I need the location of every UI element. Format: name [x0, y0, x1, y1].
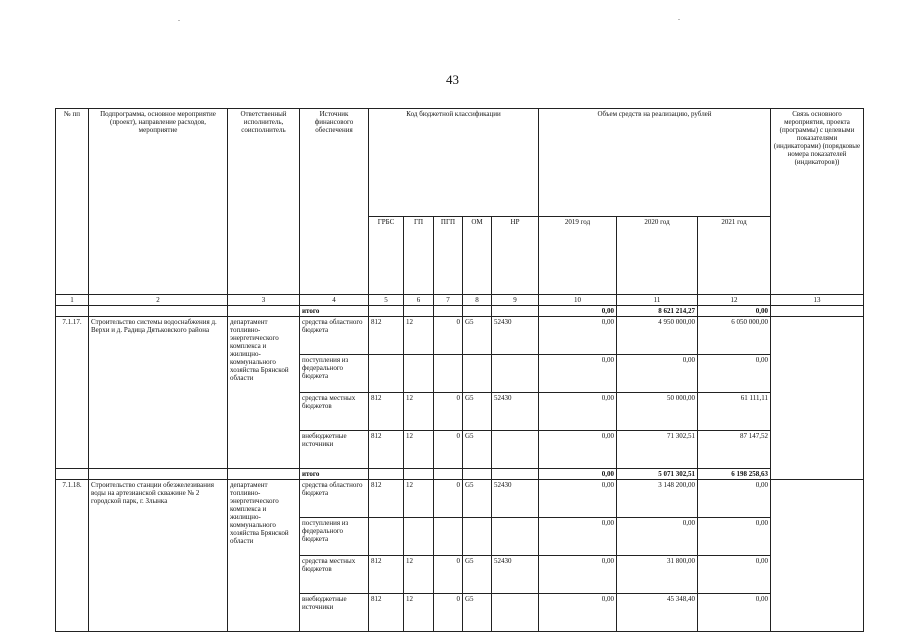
- grbs-cell: 812: [369, 594, 404, 632]
- om-cell: G5: [463, 594, 492, 632]
- value-2021: 0,00: [698, 518, 771, 556]
- value-2020: 50 000,00: [617, 393, 698, 431]
- pgp-cell: 0: [434, 556, 463, 594]
- value-2019: 0,00: [539, 594, 617, 632]
- value-2020: 3 148 200,00: [617, 480, 698, 518]
- value-2021: 6 050 000,00: [698, 317, 771, 355]
- column-number: 4: [300, 295, 369, 306]
- header-executor: Ответственный исполнитель, соисполнитель: [228, 109, 300, 295]
- value-2019: 0,00: [539, 480, 617, 518]
- value-2019: 0,00: [539, 431, 617, 469]
- header-2019: 2019 год: [539, 217, 617, 295]
- total-2019: 0,00: [539, 469, 617, 480]
- column-number: 10: [539, 295, 617, 306]
- grbs-cell: [369, 355, 404, 393]
- column-number: 2: [89, 295, 228, 306]
- column-number: 7: [434, 295, 463, 306]
- source-cell: средства местных бюджетов: [300, 556, 369, 594]
- value-2020: 45 348,40: [617, 594, 698, 632]
- om-cell: G5: [463, 480, 492, 518]
- column-number: 3: [228, 295, 300, 306]
- value-2021: 61 111,11: [698, 393, 771, 431]
- source-cell: средства местных бюджетов: [300, 393, 369, 431]
- scan-speck: [678, 19, 680, 20]
- header-2021: 2021 год: [698, 217, 771, 295]
- grbs-cell: 812: [369, 556, 404, 594]
- pgp-cell: 0: [434, 393, 463, 431]
- header-grbs: ГРБС: [369, 217, 404, 295]
- total-label: итого: [300, 469, 369, 480]
- pgp-cell: 0: [434, 431, 463, 469]
- gp-cell: 12: [404, 393, 434, 431]
- om-cell: G5: [463, 393, 492, 431]
- item-number: 7.1.17.: [56, 317, 89, 469]
- column-number: 12: [698, 295, 771, 306]
- item-executor: департамент топливно-энергетического комплекса и жилищно-коммунального хозяйства Брянской области: [228, 480, 300, 632]
- header-om: ОМ: [463, 217, 492, 295]
- pgp-cell: 0: [434, 317, 463, 355]
- scan-speck: [178, 20, 180, 21]
- nr-cell: [492, 518, 539, 556]
- gp-cell: 12: [404, 556, 434, 594]
- total-2021: 6 198 258,63: [698, 469, 771, 480]
- page-number: 43: [446, 72, 459, 87]
- om-cell: [463, 518, 492, 556]
- column-number: 9: [492, 295, 539, 306]
- header-budget-code: Код бюджетной классификации: [369, 109, 539, 217]
- source-cell: поступления из федерального бюджета: [300, 518, 369, 556]
- pgp-cell: 0: [434, 480, 463, 518]
- value-2021: 87 147,52: [698, 431, 771, 469]
- value-2020: 0,00: [617, 518, 698, 556]
- column-numbers-row: [56, 295, 864, 306]
- value-2021: 0,00: [698, 480, 771, 518]
- column-number: 1: [56, 295, 89, 306]
- gp-cell: [404, 518, 434, 556]
- gp-cell: 12: [404, 594, 434, 632]
- header-2020: 2020 год: [617, 217, 698, 295]
- grbs-cell: [369, 518, 404, 556]
- value-2019: 0,00: [539, 393, 617, 431]
- header-volume: Объем средств на реализацию, рублей: [539, 109, 771, 217]
- om-cell: G5: [463, 431, 492, 469]
- value-2019: 0,00: [539, 317, 617, 355]
- source-cell: средства областного бюджета: [300, 317, 369, 355]
- grbs-cell: 812: [369, 480, 404, 518]
- item-name: Строительство станции обезжелезивания воды на артезианской скважине № 2 городской парк, г. Злынка: [89, 480, 228, 632]
- column-number: 13: [771, 295, 864, 306]
- table-row: [56, 317, 864, 355]
- header-pgp: ПГП: [434, 217, 463, 295]
- item-number: 7.1.18.: [56, 480, 89, 632]
- source-cell: средства областного бюджета: [300, 480, 369, 518]
- total-row: [56, 469, 864, 480]
- total-label: итого: [300, 306, 369, 317]
- om-cell: [463, 355, 492, 393]
- column-number: 5: [369, 295, 404, 306]
- grbs-cell: 812: [369, 431, 404, 469]
- nr-cell: 52430: [492, 480, 539, 518]
- total-2020: 5 071 302,51: [617, 469, 698, 480]
- header-source: Источник финансового обеспечения: [300, 109, 369, 295]
- value-2021: 0,00: [698, 594, 771, 632]
- header-row: [56, 109, 864, 217]
- total-2020: 8 621 214,27: [617, 306, 698, 317]
- value-2020: 31 800,00: [617, 556, 698, 594]
- column-number: 6: [404, 295, 434, 306]
- column-number: 8: [463, 295, 492, 306]
- total-row: [56, 306, 864, 317]
- nr-cell: 52430: [492, 393, 539, 431]
- value-2020: 0,00: [617, 355, 698, 393]
- column-number: 11: [617, 295, 698, 306]
- source-cell: внебюджетные источники: [300, 431, 369, 469]
- header-gp: ГП: [404, 217, 434, 295]
- value-2019: 0,00: [539, 518, 617, 556]
- header-nr: НР: [492, 217, 539, 295]
- value-2021: 0,00: [698, 355, 771, 393]
- table-row: [56, 480, 864, 518]
- value-2020: 71 302,51: [617, 431, 698, 469]
- gp-cell: 12: [404, 317, 434, 355]
- nr-cell: [492, 594, 539, 632]
- link-cell: [771, 317, 864, 480]
- link-cell: [771, 480, 864, 632]
- total-2019: 0,00: [539, 306, 617, 317]
- nr-cell: [492, 355, 539, 393]
- program-table: [55, 108, 864, 632]
- value-2019: 0,00: [539, 556, 617, 594]
- item-name: Строительство системы водоснабжения д. Верхи и д. Радица Дятьковского района: [89, 317, 228, 469]
- gp-cell: 12: [404, 431, 434, 469]
- gp-cell: [404, 355, 434, 393]
- source-cell: поступления из федерального бюджета: [300, 355, 369, 393]
- total-2021: 0,00: [698, 306, 771, 317]
- om-cell: G5: [463, 556, 492, 594]
- om-cell: G5: [463, 317, 492, 355]
- gp-cell: 12: [404, 480, 434, 518]
- nr-cell: [492, 431, 539, 469]
- nr-cell: 52430: [492, 556, 539, 594]
- pgp-cell: [434, 355, 463, 393]
- header-num: № пп: [56, 109, 89, 295]
- nr-cell: 52430: [492, 317, 539, 355]
- item-executor: департамент топливно-энергетического комплекса и жилищно-коммунального хозяйства Брянской области: [228, 317, 300, 469]
- header-link: Связь основного мероприятия, проекта (программы) с целевыми показателями (индикаторами) (порядковые номера показателей (индикаторов)): [771, 109, 864, 295]
- grbs-cell: 812: [369, 317, 404, 355]
- value-2021: 0,00: [698, 556, 771, 594]
- value-2020: 4 950 000,00: [617, 317, 698, 355]
- pgp-cell: [434, 518, 463, 556]
- pgp-cell: 0: [434, 594, 463, 632]
- header-subprogram: Подпрограмма, основное мероприятие (проект), направление расходов, мероприятие: [89, 109, 228, 295]
- grbs-cell: 812: [369, 393, 404, 431]
- value-2019: 0,00: [539, 355, 617, 393]
- source-cell: внебюджетные источники: [300, 594, 369, 632]
